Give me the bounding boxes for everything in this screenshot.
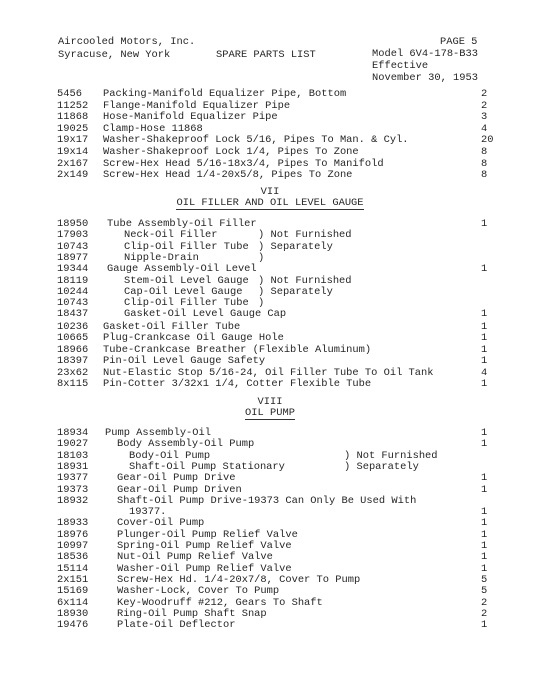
part-quantity: 1 bbox=[481, 517, 488, 530]
part-number: 10236 bbox=[57, 321, 89, 333]
part-number: 19377 bbox=[57, 472, 89, 485]
part-description: Pin-Cotter 3/32x1 1/4, Cotter Flexible Tube bbox=[103, 378, 372, 390]
part-description: Nipple-Drain bbox=[124, 251, 199, 264]
part-description: Pump Assembly-Oil bbox=[105, 427, 212, 439]
part-description: Hose-Manifold Equalizer Pipe bbox=[103, 111, 278, 124]
part-number: 10665 bbox=[57, 332, 89, 345]
company-name: Aircooled Motors, Inc. bbox=[58, 36, 196, 48]
parts-row bbox=[0, 218, 540, 230]
part-quantity: 2 bbox=[481, 88, 488, 100]
part-number: 18397 bbox=[57, 355, 89, 368]
part-description: Pin-Oil Level Gauge Safety bbox=[103, 355, 266, 368]
part-quantity: 1 bbox=[481, 355, 488, 368]
part-description: Shaft-Oil Pump Stationary bbox=[129, 460, 285, 473]
part-number: 10743 bbox=[57, 297, 89, 310]
part-quantity: 1 bbox=[481, 438, 488, 451]
part-description: Body Assembly-Oil Pump bbox=[117, 438, 255, 451]
part-description: Plug-Crankcase Oil Gauge Hole bbox=[103, 332, 284, 345]
parts-row bbox=[0, 517, 540, 529]
part-quantity: 1 bbox=[481, 263, 488, 276]
part-description: Nut-Elastic Stop 5/16-24, Oil Filler Tube To Oil Tank bbox=[103, 366, 434, 379]
part-description: Key-Woodruff #212, Gears To Shaft bbox=[117, 596, 323, 609]
part-description: Shaft-Oil Pump Drive-19373 Can Only Be Used With bbox=[117, 494, 417, 507]
parts-row bbox=[0, 88, 540, 100]
part-quantity: 8 bbox=[481, 169, 488, 182]
parts-row bbox=[0, 495, 540, 507]
part-quantity: 8 bbox=[481, 146, 488, 158]
part-note: ) bbox=[258, 251, 265, 264]
part-description: Clip-Oil Filler Tube bbox=[124, 297, 249, 310]
part-number: 19x14 bbox=[57, 146, 89, 158]
part-quantity: 2 bbox=[481, 596, 488, 609]
part-number: 18966 bbox=[57, 343, 89, 356]
part-quantity: 8 bbox=[481, 157, 488, 170]
part-number: 18437 bbox=[57, 308, 89, 321]
company-city: Syracuse, New York bbox=[58, 49, 171, 61]
part-description: Nut-Oil Pump Relief Valve bbox=[117, 551, 273, 564]
parts-row bbox=[0, 355, 540, 367]
parts-row bbox=[0, 286, 540, 298]
document-title: SPARE PARTS LIST bbox=[216, 49, 316, 61]
part-quantity: 1 bbox=[481, 562, 488, 575]
part-number: 18119 bbox=[57, 274, 89, 287]
parts-row bbox=[0, 450, 540, 462]
parts-row bbox=[0, 461, 540, 473]
part-quantity: 2 bbox=[481, 607, 488, 620]
part-note: ) Not Furnished bbox=[258, 274, 352, 287]
section-7-title: OIL FILLER AND OIL LEVEL GAUGE bbox=[176, 197, 364, 209]
section-8-numeral: VIII bbox=[257, 396, 283, 408]
parts-row bbox=[0, 332, 540, 344]
parts-row bbox=[0, 321, 540, 333]
part-quantity: 1 bbox=[481, 332, 488, 345]
parts-row bbox=[0, 158, 540, 170]
part-number: 10743 bbox=[57, 240, 89, 253]
part-description: Stem-Oil Level Gauge bbox=[124, 274, 249, 287]
part-quantity: 20 bbox=[481, 134, 494, 147]
part-number: 10244 bbox=[57, 285, 89, 298]
part-number: 11868 bbox=[57, 111, 89, 124]
part-number: 18536 bbox=[57, 551, 89, 564]
part-description: 19377. bbox=[129, 506, 167, 519]
part-quantity: 1 bbox=[481, 472, 488, 485]
parts-row bbox=[0, 344, 540, 356]
part-note: ) Not Furnished bbox=[344, 449, 438, 462]
part-quantity: 1 bbox=[481, 321, 488, 333]
part-number: 19x17 bbox=[57, 134, 89, 147]
part-number: 18930 bbox=[57, 607, 89, 620]
effective-label: Effective bbox=[372, 60, 429, 72]
part-description: Cap-Oil Level Gauge bbox=[124, 285, 243, 298]
part-description: Screw-Hex Hd. 1/4-20x7/8, Cover To Pump bbox=[117, 573, 361, 586]
part-number: 19344 bbox=[57, 263, 89, 276]
part-description: Gasket-Oil Filler Tube bbox=[103, 321, 241, 333]
part-number: 18933 bbox=[57, 517, 89, 530]
parts-row bbox=[0, 241, 540, 253]
part-quantity: 1 bbox=[481, 343, 488, 356]
part-number: 15169 bbox=[57, 585, 89, 598]
parts-row bbox=[0, 297, 540, 309]
part-quantity: 1 bbox=[481, 619, 488, 632]
parts-row bbox=[0, 252, 540, 264]
parts-row bbox=[0, 111, 540, 123]
part-description: Gear-Oil Pump Driven bbox=[117, 483, 242, 496]
part-description: Screw-Hex Head 5/16-18x3/4, Pipes To Manifold bbox=[103, 157, 384, 170]
parts-row bbox=[0, 529, 540, 541]
part-number: 18950 bbox=[57, 218, 89, 230]
part-note: ) Separately bbox=[344, 460, 419, 473]
part-description: Gauge Assembly-Oil Level bbox=[107, 263, 257, 276]
part-description: Cover-Oil Pump bbox=[117, 517, 205, 530]
part-quantity: 1 bbox=[481, 483, 488, 496]
part-description: Washer-Oil Pump Relief Valve bbox=[117, 562, 292, 575]
part-number: 10997 bbox=[57, 540, 89, 552]
parts-row bbox=[0, 472, 540, 484]
parts-row bbox=[0, 608, 540, 620]
part-quantity: 3 bbox=[481, 111, 488, 124]
part-description: Packing-Manifold Equalizer Pipe, Bottom bbox=[103, 88, 347, 100]
parts-row bbox=[0, 367, 540, 379]
parts-row bbox=[0, 308, 540, 320]
part-description: Neck-Oil Filler bbox=[124, 229, 218, 242]
part-quantity: 5 bbox=[481, 573, 488, 586]
part-quantity: 2 bbox=[481, 99, 488, 112]
parts-row bbox=[0, 563, 540, 575]
part-description: Plate-Oil Deflector bbox=[117, 619, 236, 632]
part-description: Screw-Hex Head 1/4-20x5/8, Pipes To Zone bbox=[103, 169, 353, 182]
part-number: 19373 bbox=[57, 483, 89, 496]
parts-row bbox=[0, 619, 540, 631]
part-description: Gear-Oil Pump Drive bbox=[117, 472, 236, 485]
part-note: ) bbox=[258, 297, 265, 310]
part-number: 19476 bbox=[57, 619, 89, 632]
part-quantity: 5 bbox=[481, 585, 488, 598]
part-number: 15114 bbox=[57, 562, 89, 575]
part-description: Gasket-Oil Level Gauge Cap bbox=[124, 308, 287, 321]
parts-row bbox=[0, 100, 540, 112]
parts-row bbox=[0, 427, 540, 439]
parts-row bbox=[0, 123, 540, 135]
part-number: 23x62 bbox=[57, 366, 89, 379]
parts-row bbox=[0, 484, 540, 496]
parts-row bbox=[0, 229, 540, 241]
part-number: 2x167 bbox=[57, 157, 89, 170]
parts-row bbox=[0, 574, 540, 586]
parts-row bbox=[0, 134, 540, 146]
part-quantity: 1 bbox=[481, 427, 488, 439]
part-number: 18934 bbox=[57, 427, 89, 439]
part-number: 2x149 bbox=[57, 169, 89, 182]
part-quantity: 1 bbox=[481, 308, 488, 321]
part-note: ) Separately bbox=[258, 285, 333, 298]
part-number: 19027 bbox=[57, 438, 89, 451]
parts-row bbox=[0, 597, 540, 609]
part-number: 18931 bbox=[57, 460, 89, 473]
part-number: 6x114 bbox=[57, 596, 89, 609]
part-quantity: 1 bbox=[481, 378, 488, 390]
part-description: Ring-Oil Pump Shaft Snap bbox=[117, 607, 267, 620]
parts-row bbox=[0, 551, 540, 563]
page-number: PAGE 5 bbox=[440, 36, 478, 48]
parts-row bbox=[0, 275, 540, 287]
part-description: Plunger-Oil Pump Relief Valve bbox=[117, 528, 298, 541]
part-number: 18932 bbox=[57, 494, 89, 507]
part-number: 18976 bbox=[57, 528, 89, 541]
part-quantity: 1 bbox=[481, 218, 488, 230]
company-header bbox=[58, 36, 195, 62]
parts-row bbox=[0, 146, 540, 158]
part-quantity: 1 bbox=[481, 506, 488, 519]
part-number: 2x151 bbox=[57, 573, 89, 586]
part-note: ) Separately bbox=[258, 240, 333, 253]
parts-row bbox=[0, 585, 540, 597]
part-number: 18977 bbox=[57, 251, 89, 264]
model-number: Model 6V4-178-B33 bbox=[372, 48, 479, 60]
part-description: Flange-Manifold Equalizer Pipe bbox=[103, 99, 291, 112]
model-header bbox=[372, 36, 478, 84]
part-note: ) Not Furnished bbox=[258, 229, 352, 242]
part-quantity: 1 bbox=[481, 528, 488, 541]
parts-row bbox=[0, 540, 540, 552]
part-number: 11252 bbox=[57, 99, 89, 112]
part-number: 5456 bbox=[57, 88, 82, 100]
section-8-title: OIL PUMP bbox=[245, 407, 295, 419]
part-number: 8x115 bbox=[57, 378, 89, 390]
parts-row bbox=[0, 378, 540, 390]
part-quantity: 1 bbox=[481, 540, 488, 552]
parts-row bbox=[0, 506, 540, 518]
part-quantity: 4 bbox=[481, 366, 488, 379]
part-description: Clip-Oil Filler Tube bbox=[124, 240, 249, 253]
part-description: Spring-Oil Pump Relief Valve bbox=[117, 540, 292, 552]
parts-row bbox=[0, 438, 540, 450]
part-description: Tube Assembly-Oil Filler bbox=[107, 218, 257, 230]
part-quantity: 4 bbox=[481, 122, 488, 135]
effective-date: November 30, 1953 bbox=[372, 72, 479, 84]
part-description: Clamp-Hose 11868 bbox=[103, 122, 203, 135]
section-7-numeral: VII bbox=[260, 186, 280, 198]
parts-row bbox=[0, 263, 540, 275]
part-number: 19025 bbox=[57, 122, 89, 135]
part-number: 18103 bbox=[57, 449, 89, 462]
part-description: Washer-Shakeproof Lock 1/4, Pipes To Zone bbox=[103, 146, 359, 158]
part-number: 17903 bbox=[57, 229, 89, 242]
part-quantity: 1 bbox=[481, 551, 488, 564]
parts-row bbox=[0, 169, 540, 181]
part-description: Washer-Lock, Cover To Pump bbox=[117, 585, 280, 598]
part-description: Body-Oil Pump bbox=[129, 449, 211, 462]
part-description: Tube-Crankcase Breather (Flexible Aluminum) bbox=[103, 343, 372, 356]
part-description: Washer-Shakeproof Lock 5/16, Pipes To Man. & Cyl. bbox=[103, 134, 409, 147]
